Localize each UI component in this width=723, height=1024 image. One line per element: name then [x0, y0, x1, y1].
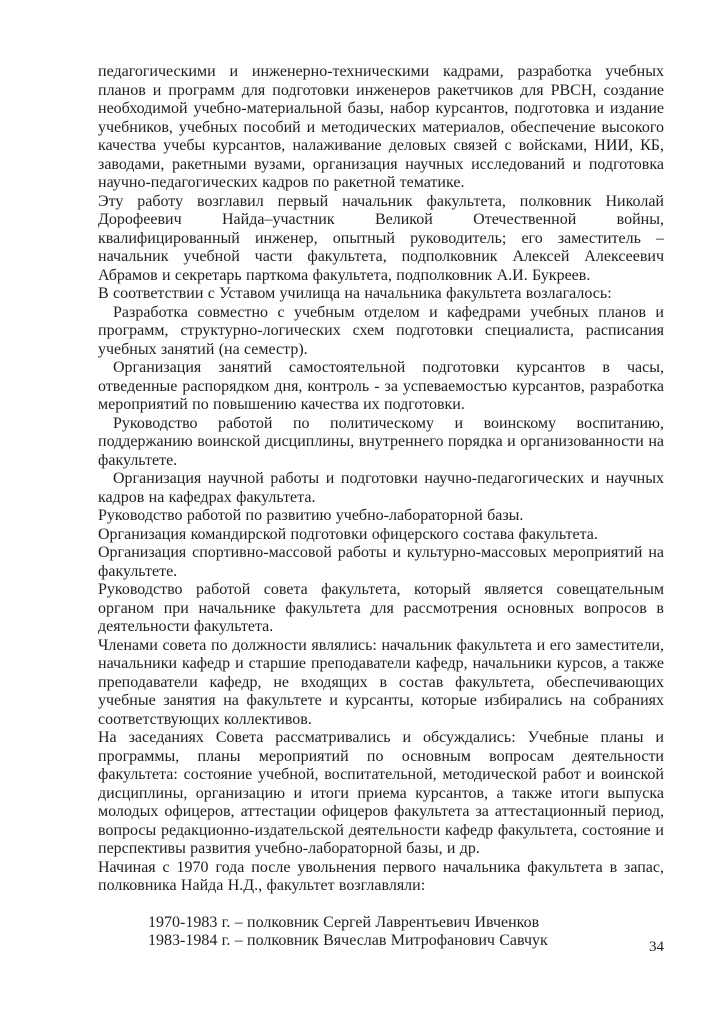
paragraph-duty-curricula: Разработка совместно с учебным отделом и кафедрами учебных планов и программ, структурно-логических схем подготовки специалиста, расписания учебных занятий (на семестр).	[98, 303, 664, 358]
leader-item-1970-1983: 1970-1983 г. – полковник Сергей Лаврентьевич Ивченков	[148, 913, 540, 931]
paragraph-council-agenda: На заседаниях Совета рассматривались и обсуждались: Учебные планы и программы, планы мероприятий по основным вопросам деятельности факультета: состояние учебной, воспитательной, методической работ и воинской дисциплины, организацию и итоги приема курсантов, а также итоги выпуска молодых офицеров, аттестации офицеров факультета за аттестационный период, вопросы редакционно-издательской деятельности кафедр факультета, состояние и перспективы развития учебно-лабораторной базы, и др.	[98, 729, 664, 857]
paragraph-continuation: педагогическими и инженерно-техническими кадрами, разработка учебных планов и программ для подготовки инженеров ракетчиков для РВСН, создание необходимой учебно-материальной базы, набор курсантов, подготовка и издание учебников, учебных пособий и методических материалов, обеспечение высокого качества учебы курсантов, налаживание деловых связей с войсками, НИИ, КБ, заводами, ракетными вузами, организация научных исследований и подготовка научно-педагогических кадров по ракетной тематике.	[98, 63, 664, 191]
paragraph-duty-science: Организация научной работы и подготовки научно-педагогических и научных кадров на кафедрах факультета.	[98, 470, 664, 506]
paragraph-duty-sports: Организация спортивно-массовой работы и культурно-массовых мероприятий на факультете.	[98, 544, 664, 580]
paragraph-first-chief: Эту работу возглавил первый начальник факультета, полковник Николай Дорофеевич Найда–участник Великой Отечественной войны,	[98, 192, 664, 228]
paragraph-charter-intro: В соответствии с Уставом училища на начальника факультета возлагалось:	[98, 285, 612, 302]
paragraph-duty-lab-base: Руководство работой по развитию учебно-лабораторной базы.	[98, 507, 524, 524]
page-number: 34	[649, 939, 664, 955]
paragraph-since-1970: Начиная с 1970 года после увольнения первого начальника факультета в запас, полковника Найда Н.Д., факультет возглавляли:	[98, 858, 664, 894]
paragraph-duty-political: Руководство работой по политическому и воинскому воспитанию, поддержанию воинской дисциплины, внутреннего порядка и организованности на факультете.	[98, 414, 664, 469]
paragraph-council-members: Членами совета по должности являлись: начальник факультета и его заместители, начальники кафедр и старшие преподаватели кафедр, начальники курсов, а также преподаватели кафедр, не входящих в состав факультета, обеспечивающих учебные занятия на факультете и курсанты, которые избирались на собраниях соответствующих коллективов.	[98, 636, 664, 728]
faculty-leaders-list	[148, 914, 664, 951]
paragraph-duty-self-study: Организация занятий самостоятельной подготовки курсантов в часы, отведенные распорядком дня, контроль - за успеваемостью курсантов, разработка мероприятий по повышению качества их подготовки.	[98, 359, 664, 413]
paragraph-duty-council: Руководство работой совета факультета, который является совещательным органом при начальнике факультета для рассмотрения основных вопросов в деятельности факультета.	[98, 581, 664, 635]
text-block	[98, 63, 664, 951]
paragraph-duty-officer-training: Организация командирской подготовки офицерского состава факультета.	[98, 525, 598, 543]
paragraph-deputies: квалифицированный инженер, опытный руководитель; его заместитель – начальник учебной части факультета, подполковник Алексей Алексеевич Абрамов и секретарь парткома факультета, подполковник А.И. Букреев.	[98, 229, 664, 284]
leader-item-1983-1984: 1983-1984 г. – полковник Вячеслав Митрофанович Савчук	[148, 932, 548, 949]
